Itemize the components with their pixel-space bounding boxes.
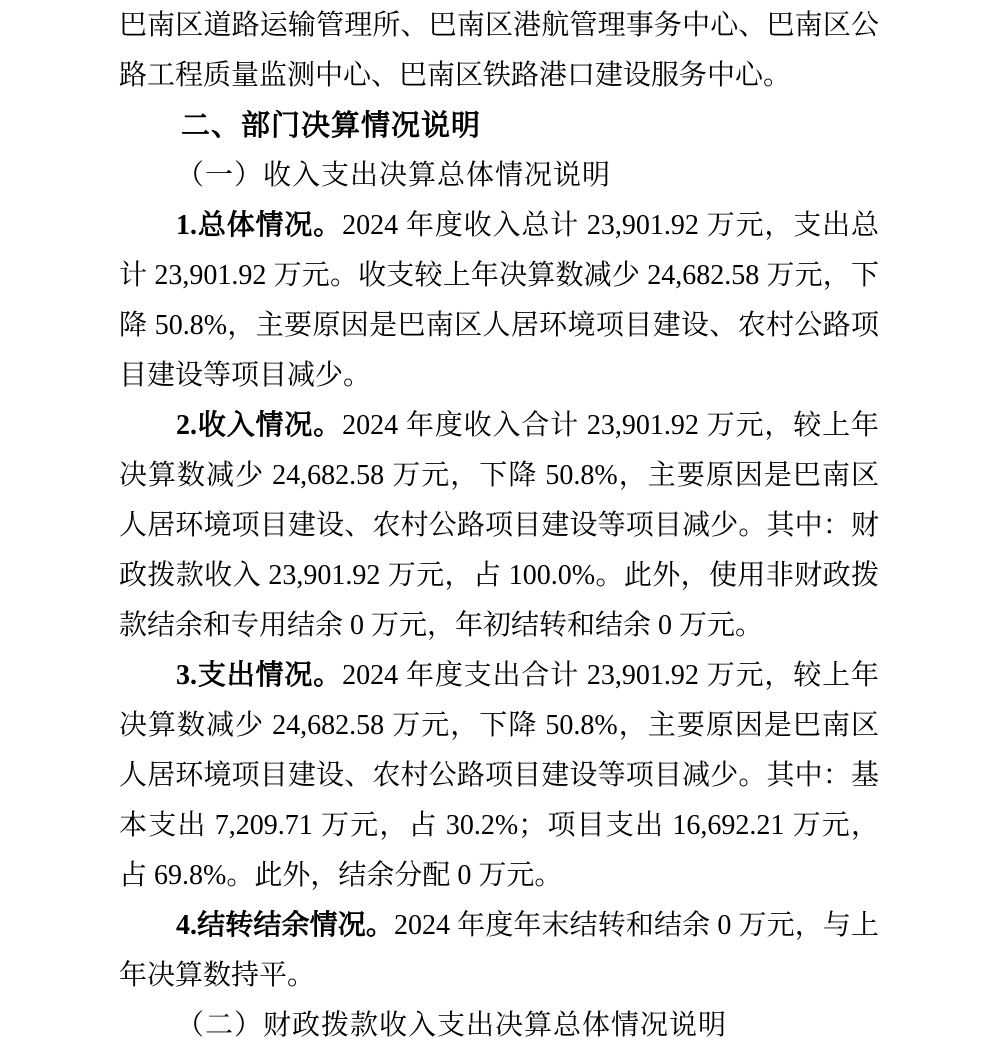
intro-continuation-paragraph: 巴南区道路运输管理所、巴南区港航管理事务中心、巴南区公路工程质量监测中心、巴南区铁路港口建设服务中心。 xyxy=(119,10,879,91)
paragraph-income-label: 2.收入情况。 xyxy=(176,410,343,441)
paragraph-expenditure-situation xyxy=(119,651,879,901)
paragraph-income-text: 2024 年度收入合计 23,901.92 万元，较上年决算数减少 24,682.58 万元，下降 50.8%，主要原因是巴南区人居环境项目建设、农村公路项目建设等项目减少。其中：财政拨款收入 23,901.92 万元，占 100.0%。此外，使用非财政拨款结余和专用结余 0 万元，年初结转和结余 0 万元。 xyxy=(119,410,879,641)
paragraph-expenditure-label: 3.支出情况。 xyxy=(176,660,343,691)
paragraph-carryover-text: 2024 年度年末结转和结余 0 万元，与上年决算数持平。 xyxy=(119,910,879,991)
paragraph-overall-text: 2024 年度收入总计 23,901.92 万元，支出总计 23,901.92 万元。收支较上年决算数减少 24,682.58 万元，下降 50.8%，主要原因是巴南区人居环境项目建设、农村公路项目建设等项目减少。 xyxy=(119,210,879,391)
section-heading: 二、部门决算情况说明 xyxy=(181,110,482,142)
paragraph-carryover-label: 4.结转结余情况。 xyxy=(176,910,394,941)
paragraph-carryover-situation xyxy=(119,901,879,1001)
paragraph-overall-situation xyxy=(119,201,879,401)
subsection-heading-fiscal-appropriation: （二）财政拨款收入支出决算总体情况说明 xyxy=(176,1010,728,1041)
subsection-heading-income-expenditure: （一）收入支出决算总体情况说明 xyxy=(176,160,612,191)
paragraph-income-situation xyxy=(119,401,879,651)
paragraph-expenditure-text: 2024 年度支出合计 23,901.92 万元，较上年决算数减少 24,682.58 万元，下降 50.8%，主要原因是巴南区人居环境项目建设、农村公路项目建设等项目减少。其中：基本支出 7,209.71 万元，占 30.2%；项目支出 16,692.21 万元，占 69.8%。此外，结余分配 0 万元。 xyxy=(119,660,879,891)
paragraph-overall-label: 1.总体情况。 xyxy=(176,210,343,241)
